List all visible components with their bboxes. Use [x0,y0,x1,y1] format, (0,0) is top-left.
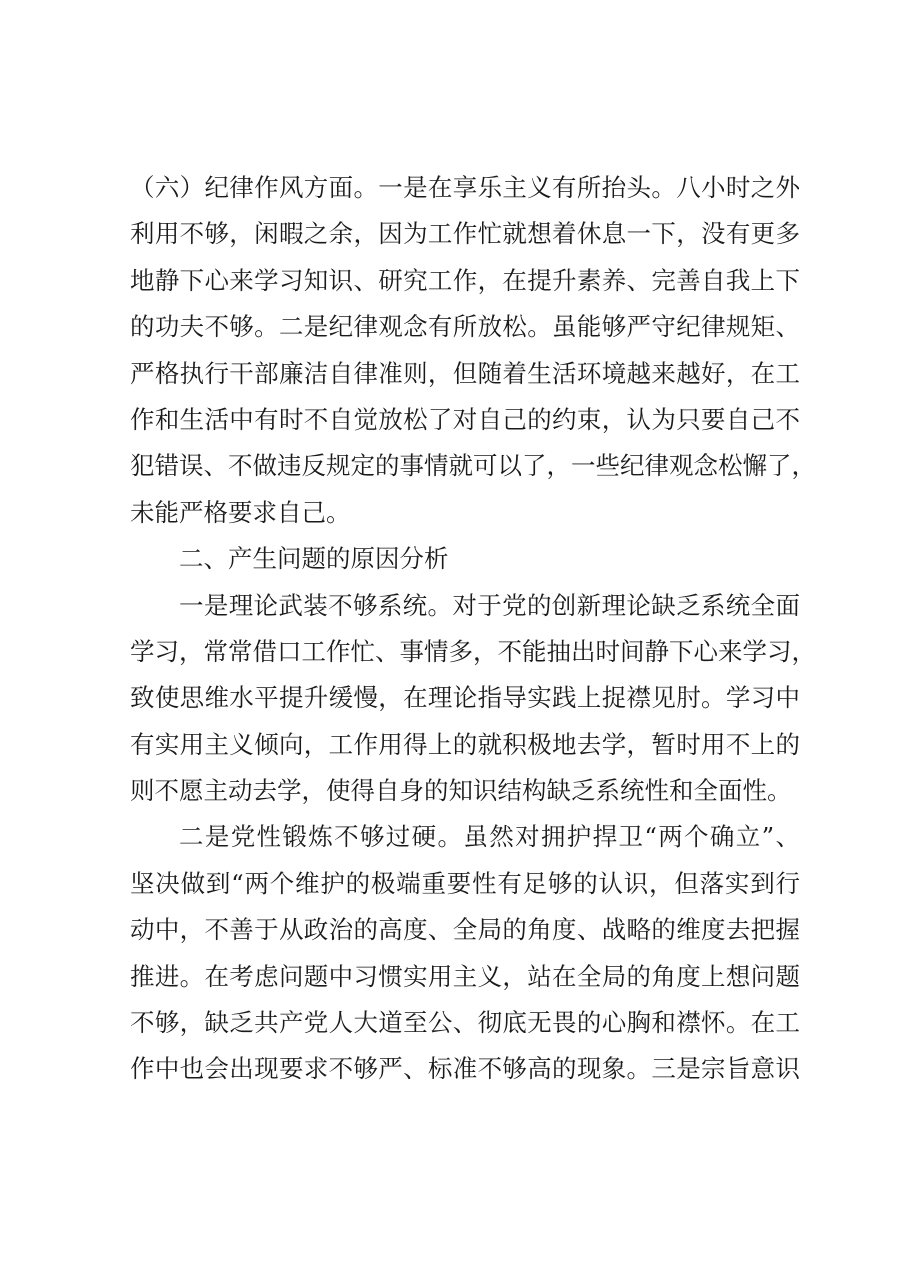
text-line: 推进。在考虑问题中习惯实用主义，站在全局的角度上想问题 [130,961,800,991]
document-body [130,165,816,1093]
text-line: 严格执行干部廉洁自律准则，但随着生活环境越来越好，在工 [130,358,800,388]
text-line: 致使思维水平提升缓慢，在理论指导实践上捉襟见肘。学习中 [130,683,800,713]
text-line: 学习，常常借口工作忙、事情多，不能抽出时间静下心来学习， [130,636,816,666]
text-line: 则不愿主动去学，使得自身的知识结构缺乏系统性和全面性。 [130,776,792,806]
text-line: 犯错误、不做违反规定的事情就可以了，一些纪律观念松懈了， [130,451,816,481]
text-line: 有实用主义倾向，工作用得上的就积极地去学，暂时用不上的 [130,729,800,759]
text-line: 坚决做到“两个维护的极端重要性有足够的认识，但落实到行 [130,868,800,898]
text-line: 地静下心来学习知识、研究工作，在提升素养、完善自我上下 [130,265,800,295]
text-line: 动中，不善于从政治的高度、全局的角度、战略的维度去把握 [130,915,800,945]
text-line: 一是理论武装不够系统。对于党的创新理论缺乏系统全面 [179,590,800,620]
text-line: （六）纪律作风方面。一是在享乐主义有所抬头。八小时之外 [130,173,800,202]
text-line: 的功夫不够。二是纪律观念有所放松。虽能够严守纪律规矩、 [130,312,800,342]
text-line: 作中也会出现要求不够严、标准不够高的现象。三是宗旨意识 [130,1054,800,1084]
text-line: 利用不够，闲暇之余，因为工作忙就想着休息一下，没有更多 [130,219,800,249]
text-line: 二是党性锻炼不够过硬。虽然对拥护捍卫“两个确立”、 [179,822,800,852]
text-line: 不够，缺乏共产党人大道至公、彻底无畏的心胸和襟怀。在工 [130,1008,800,1038]
section-heading: 二、产生问题的原因分析 [179,544,449,574]
text-line: 未能严格要求自己。 [130,497,351,527]
text-line: 作和生活中有时不自觉放松了对自己的约束，认为只要自己不 [130,404,800,434]
